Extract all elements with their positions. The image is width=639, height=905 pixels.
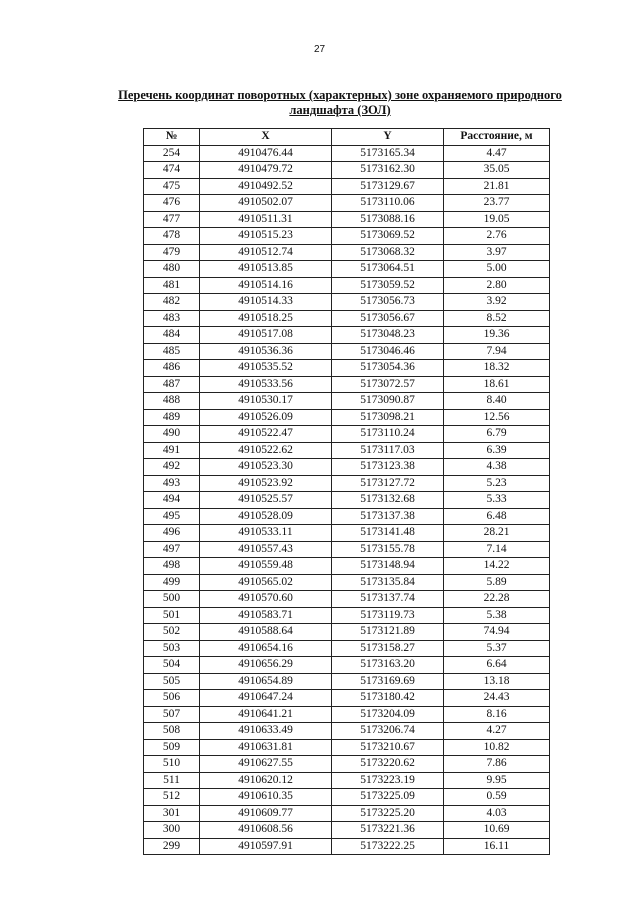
cell-distance: 18.61 [444, 376, 550, 393]
cell-distance: 28.21 [444, 525, 550, 542]
title-line-2: ландшафта (ЗОЛ) [289, 103, 391, 117]
cell-distance: 5.89 [444, 574, 550, 591]
cell-x: 4910533.56 [200, 376, 332, 393]
cell-x: 4910557.43 [200, 541, 332, 558]
cell-distance: 23.77 [444, 195, 550, 212]
cell-number: 502 [144, 624, 200, 641]
cell-distance: 5.33 [444, 492, 550, 509]
cell-number: 510 [144, 756, 200, 773]
cell-distance: 6.79 [444, 426, 550, 443]
cell-number: 498 [144, 558, 200, 575]
cell-y: 5173165.34 [332, 145, 444, 162]
cell-x: 4910511.31 [200, 211, 332, 228]
cell-x: 4910530.17 [200, 393, 332, 410]
cell-number: 490 [144, 426, 200, 443]
cell-distance: 8.52 [444, 310, 550, 327]
table-row [144, 294, 550, 311]
cell-x: 4910522.62 [200, 442, 332, 459]
table-row [144, 195, 550, 212]
cell-number: 254 [144, 145, 200, 162]
cell-distance: 10.82 [444, 739, 550, 756]
cell-number: 478 [144, 228, 200, 245]
cell-y: 5173223.19 [332, 772, 444, 789]
table-row [144, 706, 550, 723]
table-row [144, 723, 550, 740]
cell-y: 5173069.52 [332, 228, 444, 245]
cell-y: 5173121.89 [332, 624, 444, 641]
cell-distance: 21.81 [444, 178, 550, 195]
cell-distance: 3.97 [444, 244, 550, 261]
cell-x: 4910514.33 [200, 294, 332, 311]
cell-distance: 6.48 [444, 508, 550, 525]
table-row [144, 558, 550, 575]
table-row [144, 772, 550, 789]
cell-distance: 13.18 [444, 673, 550, 690]
cell-x: 4910517.08 [200, 327, 332, 344]
cell-x: 4910518.25 [200, 310, 332, 327]
cell-number: 482 [144, 294, 200, 311]
table-row [144, 492, 550, 509]
header-x: X [200, 129, 332, 146]
cell-x: 4910535.52 [200, 360, 332, 377]
cell-x: 4910656.29 [200, 657, 332, 674]
table-row [144, 640, 550, 657]
table-row [144, 690, 550, 707]
table-row [144, 756, 550, 773]
cell-x: 4910627.55 [200, 756, 332, 773]
cell-number: 474 [144, 162, 200, 179]
cell-distance: 9.95 [444, 772, 550, 789]
cell-y: 5173068.32 [332, 244, 444, 261]
cell-x: 4910647.24 [200, 690, 332, 707]
cell-number: 487 [144, 376, 200, 393]
cell-number: 477 [144, 211, 200, 228]
cell-number: 512 [144, 789, 200, 806]
cell-x: 4910570.60 [200, 591, 332, 608]
cell-y: 5173221.36 [332, 822, 444, 839]
cell-number: 508 [144, 723, 200, 740]
cell-distance: 0.59 [444, 789, 550, 806]
cell-distance: 2.76 [444, 228, 550, 245]
header-distance: Расстояние, м [444, 129, 550, 146]
cell-x: 4910565.02 [200, 574, 332, 591]
table-header-row [144, 129, 550, 146]
cell-distance: 19.05 [444, 211, 550, 228]
table-row [144, 162, 550, 179]
cell-distance: 4.03 [444, 805, 550, 822]
cell-y: 5173110.24 [332, 426, 444, 443]
cell-distance: 22.28 [444, 591, 550, 608]
cell-x: 4910492.52 [200, 178, 332, 195]
cell-distance: 7.94 [444, 343, 550, 360]
table-row [144, 310, 550, 327]
cell-x: 4910533.11 [200, 525, 332, 542]
cell-number: 506 [144, 690, 200, 707]
cell-x: 4910654.16 [200, 640, 332, 657]
table-row [144, 376, 550, 393]
cell-x: 4910583.71 [200, 607, 332, 624]
cell-number: 503 [144, 640, 200, 657]
cell-x: 4910597.91 [200, 838, 332, 855]
cell-number: 476 [144, 195, 200, 212]
cell-y: 5173137.38 [332, 508, 444, 525]
cell-distance: 10.69 [444, 822, 550, 839]
cell-distance: 18.32 [444, 360, 550, 377]
table-row [144, 838, 550, 855]
cell-x: 4910502.07 [200, 195, 332, 212]
cell-distance: 5.38 [444, 607, 550, 624]
cell-y: 5173064.51 [332, 261, 444, 278]
cell-distance: 4.27 [444, 723, 550, 740]
table-row [144, 360, 550, 377]
cell-y: 5173129.67 [332, 178, 444, 195]
cell-y: 5173141.48 [332, 525, 444, 542]
cell-number: 479 [144, 244, 200, 261]
cell-distance: 35.05 [444, 162, 550, 179]
table-row [144, 244, 550, 261]
cell-y: 5173137.74 [332, 591, 444, 608]
cell-distance: 7.86 [444, 756, 550, 773]
cell-number: 491 [144, 442, 200, 459]
cell-number: 500 [144, 591, 200, 608]
cell-distance: 4.38 [444, 459, 550, 476]
cell-x: 4910528.09 [200, 508, 332, 525]
cell-number: 486 [144, 360, 200, 377]
cell-x: 4910476.44 [200, 145, 332, 162]
cell-y: 5173119.73 [332, 607, 444, 624]
cell-y: 5173132.68 [332, 492, 444, 509]
cell-distance: 7.14 [444, 541, 550, 558]
table-row [144, 211, 550, 228]
table-row [144, 327, 550, 344]
cell-distance: 2.80 [444, 277, 550, 294]
table-row [144, 442, 550, 459]
cell-number: 485 [144, 343, 200, 360]
table-row [144, 739, 550, 756]
table-row [144, 574, 550, 591]
cell-number: 507 [144, 706, 200, 723]
cell-distance: 8.40 [444, 393, 550, 410]
table-row [144, 277, 550, 294]
cell-x: 4910525.57 [200, 492, 332, 509]
table-row [144, 541, 550, 558]
cell-distance: 6.39 [444, 442, 550, 459]
cell-x: 4910514.16 [200, 277, 332, 294]
header-y: Y [332, 129, 444, 146]
cell-y: 5173056.67 [332, 310, 444, 327]
cell-distance: 12.56 [444, 409, 550, 426]
cell-y: 5173220.62 [332, 756, 444, 773]
cell-distance: 74.94 [444, 624, 550, 641]
cell-y: 5173127.72 [332, 475, 444, 492]
cell-number: 488 [144, 393, 200, 410]
cell-number: 499 [144, 574, 200, 591]
cell-distance: 14.22 [444, 558, 550, 575]
cell-distance: 3.92 [444, 294, 550, 311]
cell-x: 4910631.81 [200, 739, 332, 756]
table-row [144, 178, 550, 195]
cell-distance: 5.23 [444, 475, 550, 492]
table-row [144, 624, 550, 641]
title-line-1: Перечень координат поворотных (характерных) зоне охраняемого природного [118, 88, 562, 102]
table-row [144, 591, 550, 608]
table-row [144, 459, 550, 476]
table-row [144, 673, 550, 690]
cell-y: 5173225.20 [332, 805, 444, 822]
cell-number: 300 [144, 822, 200, 839]
cell-y: 5173148.94 [332, 558, 444, 575]
cell-y: 5173169.69 [332, 673, 444, 690]
table-row [144, 789, 550, 806]
table-row [144, 426, 550, 443]
table-row [144, 822, 550, 839]
cell-number: 511 [144, 772, 200, 789]
cell-x: 4910512.74 [200, 244, 332, 261]
cell-x: 4910588.64 [200, 624, 332, 641]
cell-y: 5173117.03 [332, 442, 444, 459]
cell-x: 4910523.30 [200, 459, 332, 476]
table-row [144, 228, 550, 245]
cell-x: 4910641.21 [200, 706, 332, 723]
cell-y: 5173110.06 [332, 195, 444, 212]
table-row [144, 145, 550, 162]
cell-number: 483 [144, 310, 200, 327]
cell-y: 5173225.09 [332, 789, 444, 806]
table-row [144, 525, 550, 542]
cell-y: 5173135.84 [332, 574, 444, 591]
cell-y: 5173158.27 [332, 640, 444, 657]
document-title [95, 88, 585, 118]
page-number: 27 [313, 44, 326, 55]
cell-distance: 24.43 [444, 690, 550, 707]
cell-number: 301 [144, 805, 200, 822]
table-row [144, 805, 550, 822]
table-body [144, 145, 550, 855]
cell-distance: 19.36 [444, 327, 550, 344]
cell-y: 5173180.42 [332, 690, 444, 707]
cell-y: 5173162.30 [332, 162, 444, 179]
cell-y: 5173098.21 [332, 409, 444, 426]
cell-y: 5173072.57 [332, 376, 444, 393]
cell-distance: 6.64 [444, 657, 550, 674]
table-row [144, 508, 550, 525]
cell-x: 4910620.12 [200, 772, 332, 789]
cell-number: 495 [144, 508, 200, 525]
cell-number: 496 [144, 525, 200, 542]
cell-x: 4910479.72 [200, 162, 332, 179]
cell-number: 480 [144, 261, 200, 278]
table-row [144, 393, 550, 410]
cell-number: 489 [144, 409, 200, 426]
table-row [144, 607, 550, 624]
cell-x: 4910513.85 [200, 261, 332, 278]
cell-y: 5173046.46 [332, 343, 444, 360]
cell-distance: 5.00 [444, 261, 550, 278]
cell-number: 509 [144, 739, 200, 756]
cell-y: 5173155.78 [332, 541, 444, 558]
cell-y: 5173088.16 [332, 211, 444, 228]
cell-x: 4910609.77 [200, 805, 332, 822]
cell-x: 4910610.35 [200, 789, 332, 806]
cell-y: 5173059.52 [332, 277, 444, 294]
cell-number: 504 [144, 657, 200, 674]
cell-y: 5173206.74 [332, 723, 444, 740]
cell-number: 492 [144, 459, 200, 476]
cell-x: 4910523.92 [200, 475, 332, 492]
cell-y: 5173054.36 [332, 360, 444, 377]
cell-distance: 16.11 [444, 838, 550, 855]
cell-distance: 8.16 [444, 706, 550, 723]
cell-number: 497 [144, 541, 200, 558]
cell-y: 5173056.73 [332, 294, 444, 311]
coordinates-table [143, 128, 550, 855]
cell-x: 4910515.23 [200, 228, 332, 245]
table-row [144, 261, 550, 278]
cell-x: 4910633.49 [200, 723, 332, 740]
cell-x: 4910559.48 [200, 558, 332, 575]
cell-x: 4910608.56 [200, 822, 332, 839]
cell-x: 4910522.47 [200, 426, 332, 443]
cell-y: 5173210.67 [332, 739, 444, 756]
table-row [144, 657, 550, 674]
table-row [144, 409, 550, 426]
cell-number: 493 [144, 475, 200, 492]
cell-number: 481 [144, 277, 200, 294]
cell-number: 299 [144, 838, 200, 855]
cell-number: 494 [144, 492, 200, 509]
cell-y: 5173090.87 [332, 393, 444, 410]
cell-distance: 5.37 [444, 640, 550, 657]
cell-y: 5173123.38 [332, 459, 444, 476]
cell-y: 5173222.25 [332, 838, 444, 855]
cell-number: 484 [144, 327, 200, 344]
cell-distance: 4.47 [444, 145, 550, 162]
cell-number: 475 [144, 178, 200, 195]
cell-x: 4910654.89 [200, 673, 332, 690]
cell-x: 4910526.09 [200, 409, 332, 426]
cell-number: 505 [144, 673, 200, 690]
cell-y: 5173204.09 [332, 706, 444, 723]
table-row [144, 475, 550, 492]
table-row [144, 343, 550, 360]
cell-y: 5173048.23 [332, 327, 444, 344]
cell-x: 4910536.36 [200, 343, 332, 360]
header-number: № [144, 129, 200, 146]
cell-number: 501 [144, 607, 200, 624]
cell-y: 5173163.20 [332, 657, 444, 674]
